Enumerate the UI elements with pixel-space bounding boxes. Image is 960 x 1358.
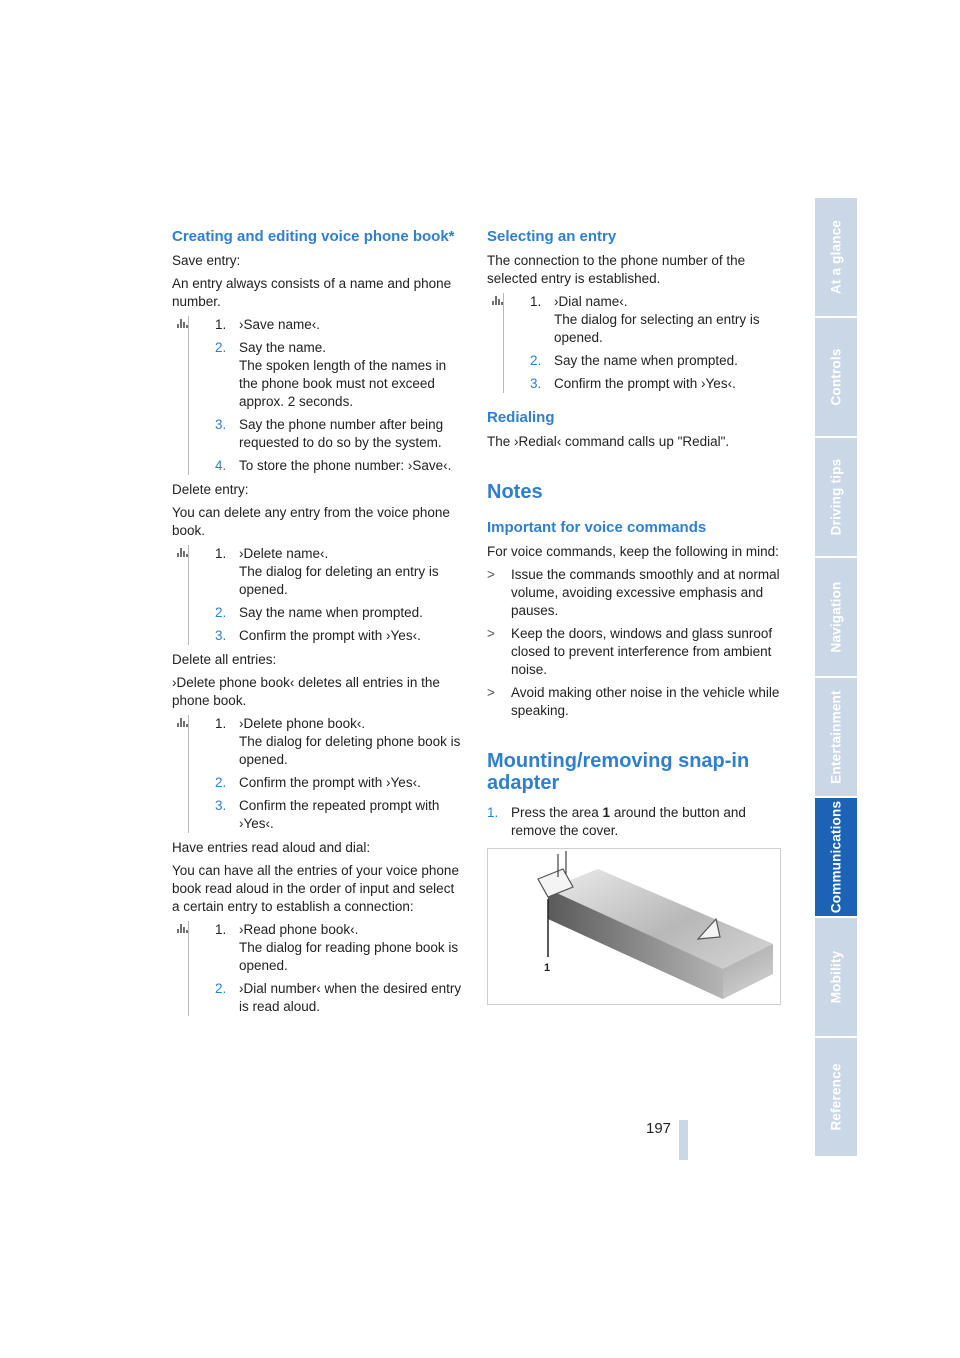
list-item: > Keep the doors, windows and glass sunroof closed to prevent interference from ambient noise. <box>487 626 773 677</box>
heading-create-voice-book: Creating and editing voice phone book* <box>172 228 455 245</box>
voice-command-icon <box>490 293 506 311</box>
delete-entry-desc: You can delete any entry from the voice phone book. <box>172 505 450 538</box>
voice-steps-delete-all <box>188 715 464 833</box>
tab-reference[interactable]: Reference <box>815 1038 857 1156</box>
right-column <box>487 228 783 1005</box>
heading-selecting-entry: Selecting an entry <box>487 228 617 245</box>
step: 3. Confirm the repeated prompt with ›Yes‹. <box>215 798 440 831</box>
heading-important-voice: Important for voice commands <box>487 519 707 536</box>
redial-desc: The ›Redial‹ command calls up "Redial". <box>487 434 730 449</box>
step: 2. Say the name when prompted. <box>215 605 423 620</box>
step: 1. ›Dial name‹. The dialog for selecting an entry is opened. <box>530 294 760 345</box>
voice-steps-save <box>188 316 464 475</box>
list-item: > Issue the commands smoothly and at normal volume, avoiding excessive emphasis and pauses. <box>487 567 780 618</box>
tab-controls[interactable]: Controls <box>815 318 857 436</box>
step: 1. ›Delete name‹. The dialog for deleting an entry is opened. <box>215 546 439 597</box>
step: 2. Say the name. <box>215 340 327 355</box>
voice-command-icon <box>175 715 191 733</box>
tab-at-a-glance[interactable]: At a glance <box>815 198 857 316</box>
page-marker-bar <box>679 1120 688 1160</box>
delete-all-label: Delete all entries: <box>172 652 277 667</box>
step: 3. Say the phone number after being requested to do so by the system. <box>215 417 444 450</box>
voice-command-icon <box>175 545 191 563</box>
read-aloud-desc: You can have all the entries of your voice phone book read aloud in the order of input and select a certain entry to establish a connection: <box>172 863 459 914</box>
heading-notes: Notes <box>487 481 543 503</box>
step: 3. Confirm the prompt with ›Yes‹. <box>530 376 736 391</box>
voice-steps-select <box>503 293 783 393</box>
tab-entertainment[interactable]: Entertainment <box>815 678 857 796</box>
step: 1. Press the area 1 around the button and remove the cover. <box>487 805 746 838</box>
heading-redialing: Redialing <box>487 409 555 426</box>
page-number: 197 <box>646 1120 672 1137</box>
save-entry-desc: An entry always consists of a name and phone number. <box>172 276 452 309</box>
chapter-tabs <box>815 198 857 1158</box>
adapter-illustration <box>488 849 780 1004</box>
important-desc: For voice commands, keep the following in mind: <box>487 544 779 559</box>
read-aloud-label: Have entries read aloud and dial: <box>172 840 371 855</box>
step: 4. To store the phone number: ›Save‹. <box>215 458 452 473</box>
figure-callout-label: 1 <box>544 962 551 974</box>
save-entry-label: Save entry: <box>172 253 241 268</box>
step: 2. ›Dial number‹ when the desired entry is read aloud. <box>215 981 462 1014</box>
heading-mounting-adapter: Mounting/removing snap-in adapter <box>487 750 750 794</box>
list-item: > Avoid making other noise in the vehicle while speaking. <box>487 685 780 718</box>
tab-navigation[interactable]: Navigation <box>815 558 857 676</box>
left-column <box>172 228 464 1022</box>
step: 1. ›Delete phone book‹. The dialog for deleting phone book is opened. <box>215 716 461 767</box>
tab-mobility[interactable]: Mobility <box>815 918 857 1036</box>
step: 2. Confirm the prompt with ›Yes‹. <box>215 775 421 790</box>
voice-steps-read <box>188 921 464 1016</box>
step: 2. Say the name when prompted. <box>530 353 738 368</box>
tab-driving-tips[interactable]: Driving tips <box>815 438 857 556</box>
select-desc: The connection to the phone number of the selected entry is established. <box>487 253 746 286</box>
step: 1. ›Read phone book‹. The dialog for reading phone book is opened. <box>215 922 459 973</box>
voice-steps-delete <box>188 545 464 645</box>
voice-command-icon <box>175 316 191 334</box>
tab-communications[interactable]: Communications <box>815 798 857 916</box>
step-note: The spoken length of the names in the phone book must not exceed approx. 2 seconds. <box>239 358 447 409</box>
snap-in-adapter-figure <box>487 848 781 1005</box>
voice-command-icon <box>175 921 191 939</box>
step: 3. Confirm the prompt with ›Yes‹. <box>215 628 421 643</box>
delete-all-desc: ›Delete phone book‹ deletes all entries in the phone book. <box>172 675 440 708</box>
delete-entry-label: Delete entry: <box>172 482 249 497</box>
step: 1. ›Save name‹. <box>215 317 321 332</box>
